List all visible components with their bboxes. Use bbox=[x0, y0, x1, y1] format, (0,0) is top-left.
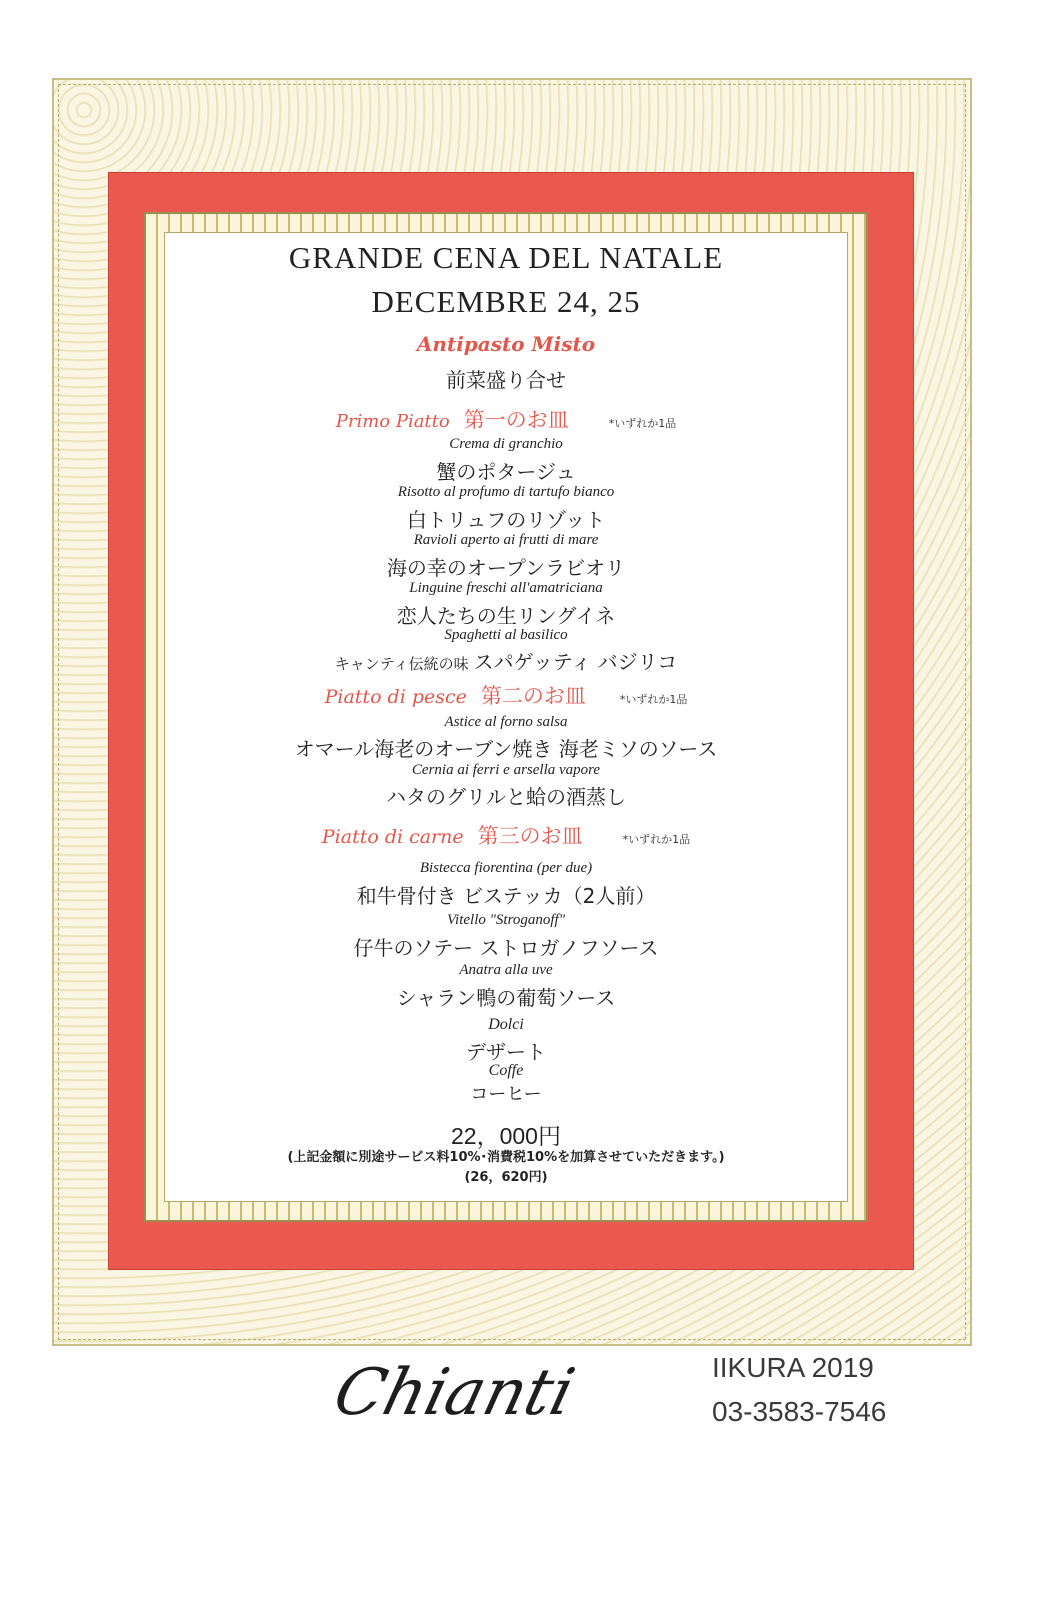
footer-phone: 03-3583-7546 bbox=[712, 1396, 887, 1427]
primo-heading: Primo Piatto bbox=[335, 411, 450, 432]
carne-heading-row bbox=[164, 820, 848, 850]
coffe-it: Coffe bbox=[488, 1062, 524, 1079]
coffe-jp: コーヒー bbox=[470, 1084, 542, 1105]
carne-item-2-jp: シャラン鴨の葡萄ソース bbox=[396, 986, 616, 1010]
pesce-item-0-it: Astice al forno salsa bbox=[444, 714, 568, 730]
carne-item-0-jp: 和牛骨付き ビステッカ（2人前） bbox=[356, 884, 656, 908]
primo-item-2-jp: 海の幸のオープンラビオリ bbox=[386, 556, 626, 580]
menu-date: DECEMBRE 24, 25 bbox=[371, 284, 641, 319]
footer-line1: IIKURA 2019 bbox=[712, 1352, 874, 1383]
chianti-signature: Chianti bbox=[326, 1356, 582, 1430]
pesce-item-0-jp: オマール海老のオーブン焼き 海老ミソのソース bbox=[294, 737, 718, 761]
primo-item-0-jp: 蟹のポタージュ bbox=[436, 460, 576, 484]
dolci-it: Dolci bbox=[488, 1016, 524, 1033]
pesce-item-1-jp: ハタのグリルと蛤の酒蒸し bbox=[386, 785, 626, 809]
carne-item-1-it: Vitello "Stroganoff" bbox=[446, 912, 565, 928]
primo-note: *いずれか1品 bbox=[608, 417, 677, 430]
pesce-heading-jp: 第二のお皿 bbox=[480, 684, 586, 708]
primo-item-4-it: Spaghetti al basilico bbox=[444, 627, 568, 643]
primo-item-3-it: Linguine freschi all'amatriciana bbox=[409, 580, 603, 596]
antipasto-heading: Antipasto Misto bbox=[416, 332, 596, 356]
primo-item-2-it: Ravioli aperto ai frutti di mare bbox=[413, 532, 599, 548]
carne-item-0-it: Bistecca fiorentina (per due) bbox=[419, 860, 593, 876]
primo-item-0-it: Crema di granchio bbox=[449, 436, 563, 452]
carne-item-2-it: Anatra alla uve bbox=[459, 962, 553, 978]
pesce-item-1-it: Cernia ai ferri e arsella vapore bbox=[411, 762, 601, 778]
primo-item-4-jp-prefix: キャンティ伝統の味 bbox=[334, 655, 469, 673]
antipasto-jp: 前菜盛り合せ bbox=[446, 368, 566, 392]
primo-item-1-jp: 白トリュフのリゾット bbox=[406, 508, 606, 532]
price-amount: 22，000円 bbox=[451, 1123, 561, 1149]
pesce-heading: Piatto di pesce bbox=[324, 686, 467, 708]
pesce-note: *いずれか1品 bbox=[619, 693, 688, 706]
primo-item-4-jp-row bbox=[164, 646, 848, 675]
price-note: (上記金額に別途サービス料10%･消費税10%を加算させていただきます。) bbox=[287, 1150, 725, 1165]
dolci-jp: デザート bbox=[466, 1040, 546, 1064]
primo-item-3-jp: 恋人たちの生リングイネ bbox=[396, 604, 616, 628]
menu-title: GRANDE CENA DEL NATALE bbox=[288, 240, 724, 275]
carne-item-1-jp: 仔牛のソテー ストロガノフソース bbox=[353, 936, 659, 960]
carne-note: *いずれか1品 bbox=[622, 833, 691, 846]
price-total: (26，620円) bbox=[464, 1170, 548, 1185]
primo-item-4-jp: スパゲッティ バジリコ bbox=[473, 650, 678, 674]
carne-heading: Piatto di carne bbox=[321, 826, 464, 848]
pesce-heading-row bbox=[164, 680, 848, 710]
carne-heading-jp: 第三のお皿 bbox=[477, 824, 583, 848]
primo-heading-jp: 第一のお皿 bbox=[463, 408, 569, 432]
primo-heading-row bbox=[164, 404, 848, 434]
primo-item-1-it: Risotto al profumo di tartufo bianco bbox=[397, 484, 615, 500]
